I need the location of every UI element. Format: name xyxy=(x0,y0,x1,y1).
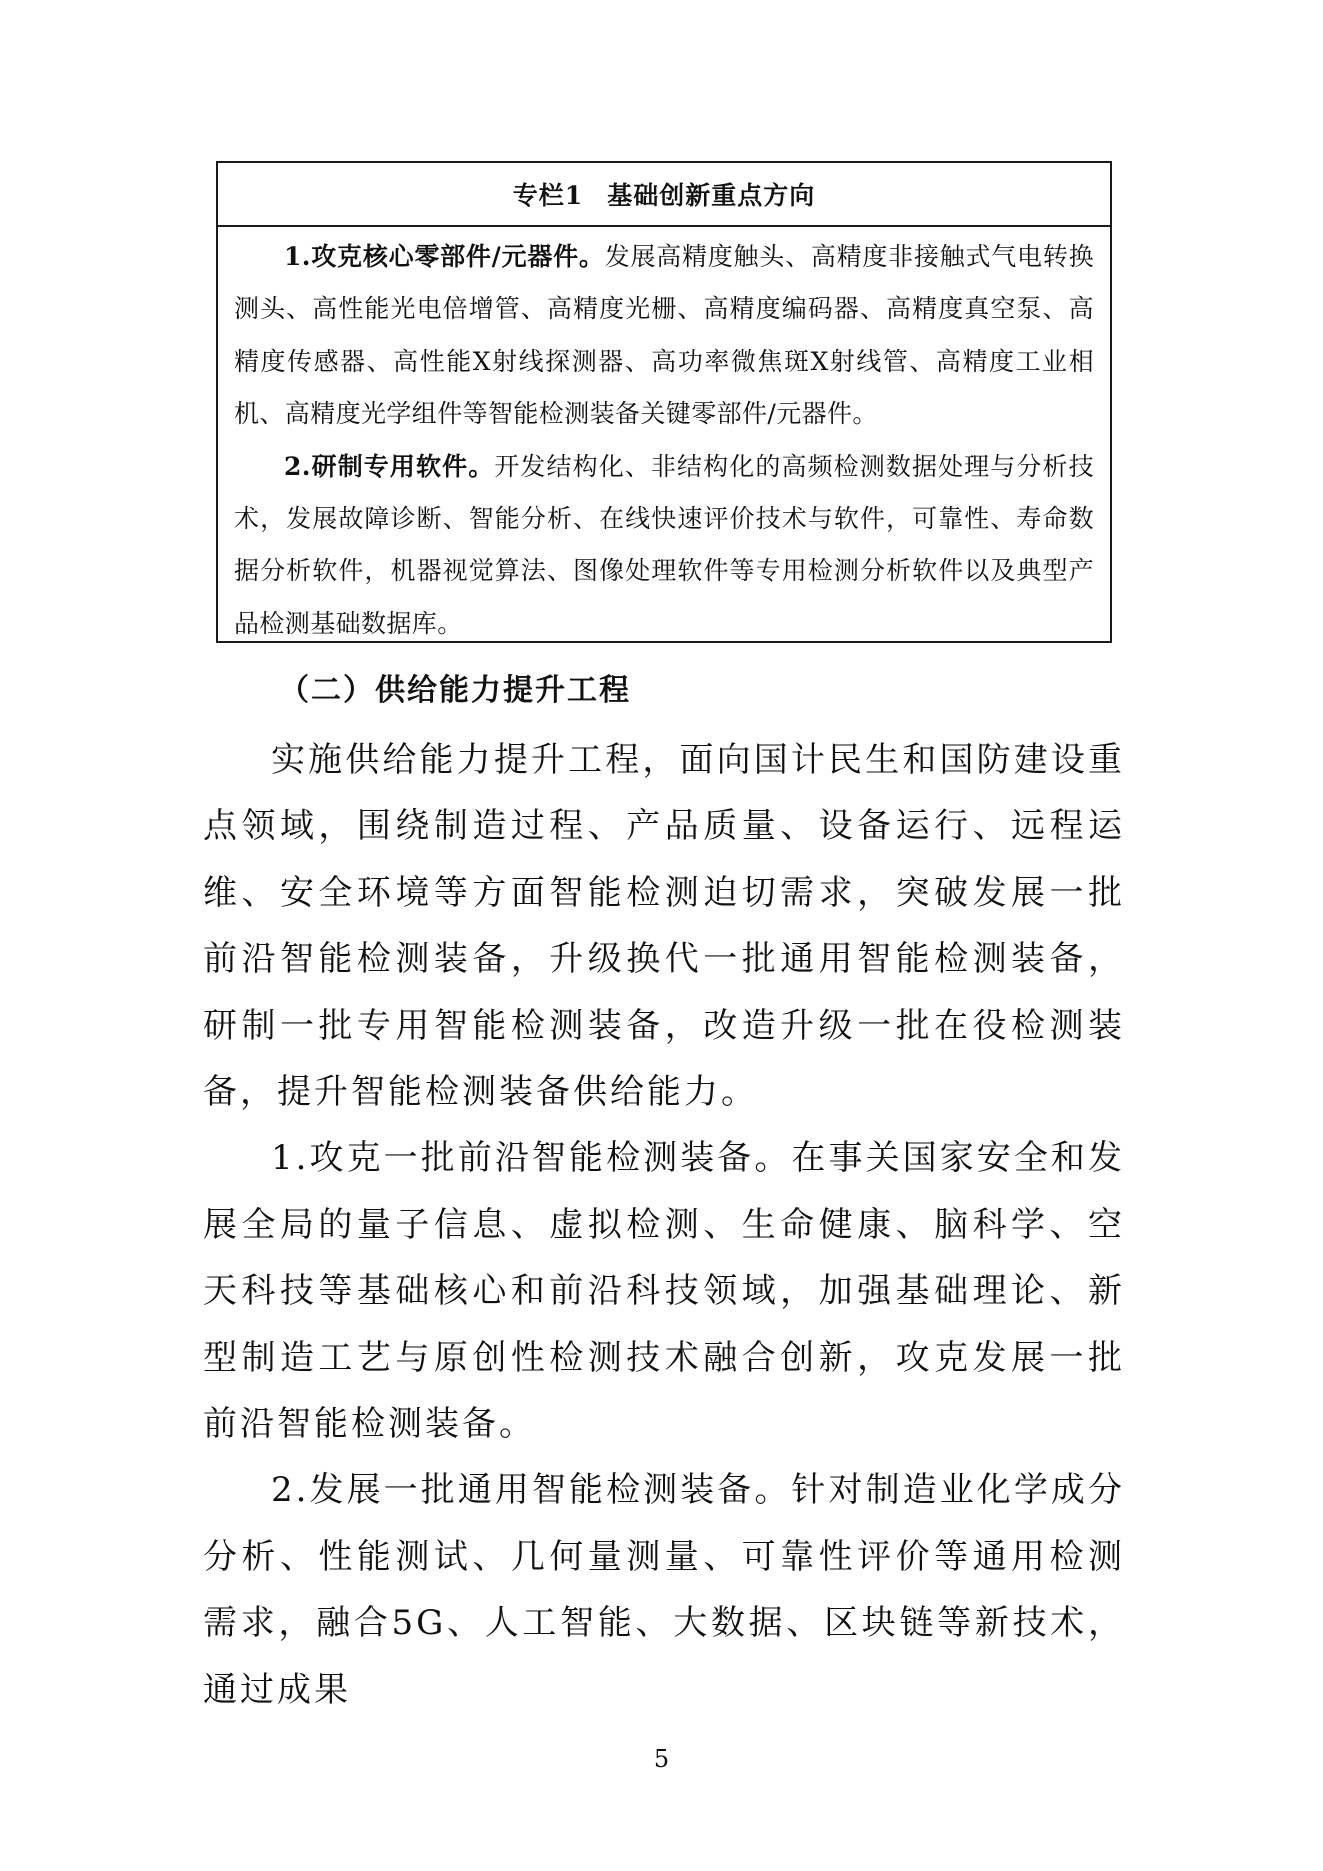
sidebar-box xyxy=(216,161,1112,643)
box-title-text: 基础创新重点方向 xyxy=(607,181,816,210)
body-paragraph: 2.发展一批通用智能检测装备。针对制造业化学成分分析、性能测试、几何量测量、可靠性评价等通用检测需求，融合5G、人工智能、大数据、区块链等新技术，通过成果 xyxy=(203,1470,1125,1710)
box-item-text: 开发结构化、非结构化的高频检测数据处理与分析技术，发展故障诊断、智能分析、在线快速评价技术与软件，可靠性、寿命数据分析软件，机器视觉算法、图像处理软件等专用检测分析软件以及典型产品检测基础数据库。 xyxy=(234,451,1094,638)
box-item xyxy=(234,441,1094,651)
box-item-lead: 1.攻克核心零部件/元器件。 xyxy=(284,242,605,271)
box-title xyxy=(218,163,1110,227)
box-item-text: 发展高精度触头、高精度非接触式气电转换测头、高性能光电倍增管、高精度光栅、高精度编码器、高精度真空泵、高精度传感器、高性能X射线探测器、高功率微焦斑X射线管、高精度工业相机、高精度光学组件等智能检测装备关键零部件/元器件。 xyxy=(234,242,1094,429)
box-item xyxy=(234,231,1094,441)
box-item-lead: 2.研制专用软件。 xyxy=(284,451,495,481)
section-heading: （二）供给能力提升工程 xyxy=(279,673,631,708)
page-number: 5 xyxy=(653,1745,670,1773)
body-paragraph: 1.攻克一批前沿智能检测装备。在事关国家安全和发展全局的量子信息、虚拟检测、生命健康、脑科学、空天科技等基础核心和前沿科技领域，加强基础理论、新型制造工艺与原创性检测技术融合创新，攻克发展一批前沿智能检测装备。 xyxy=(203,1138,1125,1445)
main-content xyxy=(203,655,1125,1723)
box-title-number: 专栏1 xyxy=(512,181,584,210)
body-paragraph: 实施供给能力提升工程，面向国计民生和国防建设重点领域，围绕制造过程、产品质量、设备运行、远程运维、安全环境等方面智能检测迫切需求，突破发展一批前沿智能检测装备，升级换代一批通用智能检测装备，研制一批专用智能检测装备，改造升级一批在役检测装备，提升智能检测装备供给能力。 xyxy=(203,740,1125,1113)
box-body xyxy=(218,227,1110,650)
